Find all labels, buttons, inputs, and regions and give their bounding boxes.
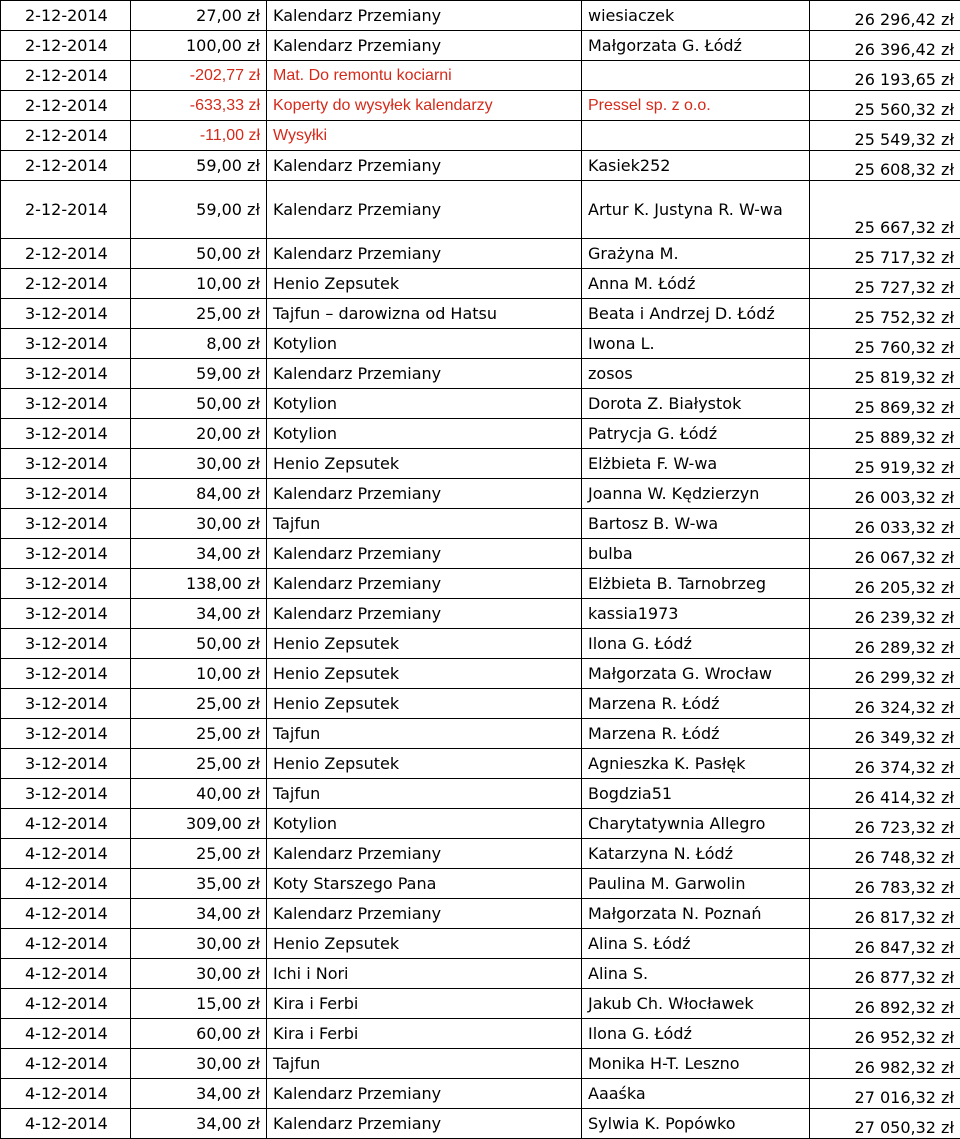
date-cell: 2-12-2014: [1, 31, 131, 61]
balance-cell: 25 752,32 zł: [810, 299, 960, 329]
balance-cell: 26 193,65 zł: [810, 61, 960, 91]
table-row: [1, 839, 960, 869]
donor-cell: [582, 121, 810, 151]
amount-cell: 30,00 zł: [131, 509, 267, 539]
balance-cell: 26 374,32 zł: [810, 749, 960, 779]
date-cell: 3-12-2014: [1, 749, 131, 779]
donor-cell: Kasiek252: [582, 151, 810, 181]
date-cell: 4-12-2014: [1, 929, 131, 959]
amount-cell: -633,33 zł: [131, 91, 267, 121]
balance-cell: 27 050,32 zł: [810, 1109, 960, 1139]
table-row: [1, 479, 960, 509]
date-cell: 3-12-2014: [1, 509, 131, 539]
amount-cell: -11,00 zł: [131, 121, 267, 151]
description-cell: Kotylion: [267, 329, 582, 359]
balance-cell: 26 299,32 zł: [810, 659, 960, 689]
donor-cell: Paulina M. Garwolin: [582, 869, 810, 899]
donor-cell: wiesiaczek: [582, 1, 810, 31]
donor-cell: Beata i Andrzej D. Łódź: [582, 299, 810, 329]
date-cell: 3-12-2014: [1, 419, 131, 449]
description-cell: Kalendarz Przemiany: [267, 359, 582, 389]
table-row: [1, 989, 960, 1019]
donor-cell: Katarzyna N. Łódź: [582, 839, 810, 869]
description-cell: Tajfun: [267, 719, 582, 749]
table-row: [1, 689, 960, 719]
description-cell: Kalendarz Przemiany: [267, 1079, 582, 1109]
date-cell: 3-12-2014: [1, 329, 131, 359]
balance-cell: 26 324,32 zł: [810, 689, 960, 719]
amount-cell: 34,00 zł: [131, 1109, 267, 1139]
donor-cell: Dorota Z. Białystok: [582, 389, 810, 419]
balance-cell: 25 549,32 zł: [810, 121, 960, 151]
balance-cell: 25 869,32 zł: [810, 389, 960, 419]
table-row: [1, 1019, 960, 1049]
donor-cell: Agnieszka K. Pasłęk: [582, 749, 810, 779]
balance-cell: 26 817,32 zł: [810, 899, 960, 929]
description-cell: Henio Zepsutek: [267, 449, 582, 479]
amount-cell: 34,00 zł: [131, 899, 267, 929]
amount-cell: 27,00 zł: [131, 1, 267, 31]
amount-cell: 34,00 zł: [131, 1079, 267, 1109]
amount-cell: 60,00 zł: [131, 1019, 267, 1049]
description-cell: Tajfun: [267, 779, 582, 809]
amount-cell: 25,00 zł: [131, 839, 267, 869]
date-cell: 3-12-2014: [1, 689, 131, 719]
table-row: [1, 1049, 960, 1079]
donor-cell: Joanna W. Kędzierzyn: [582, 479, 810, 509]
date-cell: 2-12-2014: [1, 1, 131, 31]
amount-cell: 34,00 zł: [131, 539, 267, 569]
table-row: [1, 389, 960, 419]
table-row: [1, 31, 960, 61]
amount-cell: 59,00 zł: [131, 359, 267, 389]
description-cell: Wysyłki: [267, 121, 582, 151]
amount-cell: 30,00 zł: [131, 1049, 267, 1079]
donor-cell: [582, 61, 810, 91]
table-row: [1, 1109, 960, 1139]
donor-cell: Małgorzata G. Wrocław: [582, 659, 810, 689]
balance-cell: 26 877,32 zł: [810, 959, 960, 989]
table-row: [1, 869, 960, 899]
donor-cell: zosos: [582, 359, 810, 389]
table-row: [1, 899, 960, 929]
date-cell: 4-12-2014: [1, 989, 131, 1019]
balance-cell: 25 819,32 zł: [810, 359, 960, 389]
balance-cell: 25 608,32 zł: [810, 151, 960, 181]
description-cell: Koperty do wysyłek kalendarzy: [267, 91, 582, 121]
donor-cell: Sylwia K. Popówko: [582, 1109, 810, 1139]
amount-cell: 138,00 zł: [131, 569, 267, 599]
balance-cell: 27 016,32 zł: [810, 1079, 960, 1109]
balance-cell: 26 239,32 zł: [810, 599, 960, 629]
description-cell: Henio Zepsutek: [267, 659, 582, 689]
amount-cell: 10,00 zł: [131, 659, 267, 689]
donor-cell: kassia1973: [582, 599, 810, 629]
donor-cell: Pressel sp. z o.o.: [582, 91, 810, 121]
table-row: [1, 61, 960, 91]
description-cell: Kira i Ferbi: [267, 1019, 582, 1049]
description-cell: Kalendarz Przemiany: [267, 899, 582, 929]
date-cell: 2-12-2014: [1, 121, 131, 151]
donor-cell: Marzena R. Łódź: [582, 689, 810, 719]
description-cell: Henio Zepsutek: [267, 749, 582, 779]
description-cell: Kalendarz Przemiany: [267, 181, 582, 239]
balance-cell: 26 414,32 zł: [810, 779, 960, 809]
amount-cell: 8,00 zł: [131, 329, 267, 359]
amount-cell: -202,77 zł: [131, 61, 267, 91]
balance-cell: 26 748,32 zł: [810, 839, 960, 869]
date-cell: 4-12-2014: [1, 959, 131, 989]
table-row: [1, 629, 960, 659]
donor-cell: bulba: [582, 539, 810, 569]
amount-cell: 20,00 zł: [131, 419, 267, 449]
donor-cell: Iwona L.: [582, 329, 810, 359]
table-row: [1, 779, 960, 809]
table-row: [1, 659, 960, 689]
amount-cell: 10,00 zł: [131, 269, 267, 299]
table-row: [1, 1, 960, 31]
table-row: [1, 749, 960, 779]
description-cell: Henio Zepsutek: [267, 629, 582, 659]
table-row: [1, 599, 960, 629]
balance-cell: 26 982,32 zł: [810, 1049, 960, 1079]
amount-cell: 25,00 zł: [131, 299, 267, 329]
date-cell: 2-12-2014: [1, 269, 131, 299]
table-row: [1, 719, 960, 749]
date-cell: 3-12-2014: [1, 569, 131, 599]
balance-cell: 25 667,32 zł: [810, 181, 960, 239]
donor-cell: Aaaśka: [582, 1079, 810, 1109]
date-cell: 4-12-2014: [1, 809, 131, 839]
date-cell: 4-12-2014: [1, 1079, 131, 1109]
donor-cell: Ilona G. Łódź: [582, 629, 810, 659]
amount-cell: 59,00 zł: [131, 181, 267, 239]
donor-cell: Grażyna M.: [582, 239, 810, 269]
date-cell: 4-12-2014: [1, 899, 131, 929]
ledger-body: [1, 1, 960, 1139]
date-cell: 3-12-2014: [1, 449, 131, 479]
table-row: [1, 1079, 960, 1109]
description-cell: Henio Zepsutek: [267, 689, 582, 719]
date-cell: 2-12-2014: [1, 61, 131, 91]
description-cell: Kira i Ferbi: [267, 989, 582, 1019]
table-row: [1, 299, 960, 329]
description-cell: Kalendarz Przemiany: [267, 239, 582, 269]
donor-cell: Jakub Ch. Włocławek: [582, 989, 810, 1019]
date-cell: 3-12-2014: [1, 779, 131, 809]
date-cell: 4-12-2014: [1, 869, 131, 899]
table-row: [1, 151, 960, 181]
table-row: [1, 539, 960, 569]
balance-cell: 26 723,32 zł: [810, 809, 960, 839]
donor-cell: Patrycja G. Łódź: [582, 419, 810, 449]
amount-cell: 15,00 zł: [131, 989, 267, 1019]
donor-cell: Charytatywnia Allegro: [582, 809, 810, 839]
date-cell: 4-12-2014: [1, 1049, 131, 1079]
description-cell: Kotylion: [267, 809, 582, 839]
balance-cell: 25 919,32 zł: [810, 449, 960, 479]
table-row: [1, 449, 960, 479]
date-cell: 3-12-2014: [1, 599, 131, 629]
amount-cell: 35,00 zł: [131, 869, 267, 899]
table-row: [1, 959, 960, 989]
donor-cell: Artur K. Justyna R. W-wa: [582, 181, 810, 239]
amount-cell: 30,00 zł: [131, 449, 267, 479]
description-cell: Tajfun: [267, 1049, 582, 1079]
amount-cell: 25,00 zł: [131, 689, 267, 719]
amount-cell: 50,00 zł: [131, 389, 267, 419]
description-cell: Kalendarz Przemiany: [267, 839, 582, 869]
table-row: [1, 181, 960, 239]
table-row: [1, 419, 960, 449]
balance-cell: 25 560,32 zł: [810, 91, 960, 121]
date-cell: 2-12-2014: [1, 151, 131, 181]
amount-cell: 30,00 zł: [131, 959, 267, 989]
description-cell: Mat. Do remontu kociarni: [267, 61, 582, 91]
amount-cell: 59,00 zł: [131, 151, 267, 181]
description-cell: Kalendarz Przemiany: [267, 151, 582, 181]
donor-cell: Monika H-T. Leszno: [582, 1049, 810, 1079]
amount-cell: 50,00 zł: [131, 239, 267, 269]
description-cell: Kalendarz Przemiany: [267, 1109, 582, 1139]
balance-cell: 26 205,32 zł: [810, 569, 960, 599]
description-cell: Tajfun: [267, 509, 582, 539]
description-cell: Henio Zepsutek: [267, 929, 582, 959]
balance-cell: 26 892,32 zł: [810, 989, 960, 1019]
date-cell: 2-12-2014: [1, 91, 131, 121]
donor-cell: Elżbieta B. Tarnobrzeg: [582, 569, 810, 599]
balance-cell: 25 889,32 zł: [810, 419, 960, 449]
donor-cell: Ilona G. Łódź: [582, 1019, 810, 1049]
description-cell: Kalendarz Przemiany: [267, 539, 582, 569]
amount-cell: 25,00 zł: [131, 749, 267, 779]
balance-cell: 26 289,32 zł: [810, 629, 960, 659]
description-cell: Ichi i Nori: [267, 959, 582, 989]
date-cell: 3-12-2014: [1, 389, 131, 419]
date-cell: 3-12-2014: [1, 659, 131, 689]
table-row: [1, 509, 960, 539]
date-cell: 3-12-2014: [1, 719, 131, 749]
description-cell: Kotylion: [267, 389, 582, 419]
balance-cell: 25 760,32 zł: [810, 329, 960, 359]
donor-cell: Alina S.: [582, 959, 810, 989]
donor-cell: Małgorzata G. Łódź: [582, 31, 810, 61]
donor-cell: Anna M. Łódź: [582, 269, 810, 299]
donor-cell: Bogdzia51: [582, 779, 810, 809]
balance-cell: 26 296,42 zł: [810, 1, 960, 31]
amount-cell: 34,00 zł: [131, 599, 267, 629]
date-cell: 3-12-2014: [1, 359, 131, 389]
table-row: [1, 269, 960, 299]
description-cell: Kalendarz Przemiany: [267, 479, 582, 509]
date-cell: 4-12-2014: [1, 1109, 131, 1139]
description-cell: Henio Zepsutek: [267, 269, 582, 299]
amount-cell: 25,00 zł: [131, 719, 267, 749]
table-row: [1, 359, 960, 389]
balance-cell: 26 396,42 zł: [810, 31, 960, 61]
balance-cell: 25 717,32 zł: [810, 239, 960, 269]
amount-cell: 30,00 zł: [131, 929, 267, 959]
date-cell: 3-12-2014: [1, 539, 131, 569]
donor-cell: Bartosz B. W-wa: [582, 509, 810, 539]
date-cell: 3-12-2014: [1, 299, 131, 329]
balance-cell: 26 847,32 zł: [810, 929, 960, 959]
description-cell: Koty Starszego Pana: [267, 869, 582, 899]
balance-cell: 26 067,32 zł: [810, 539, 960, 569]
amount-cell: 100,00 zł: [131, 31, 267, 61]
amount-cell: 50,00 zł: [131, 629, 267, 659]
amount-cell: 40,00 zł: [131, 779, 267, 809]
balance-cell: 26 003,32 zł: [810, 479, 960, 509]
table-row: [1, 809, 960, 839]
amount-cell: 309,00 zł: [131, 809, 267, 839]
date-cell: 2-12-2014: [1, 239, 131, 269]
balance-cell: 26 033,32 zł: [810, 509, 960, 539]
description-cell: Kalendarz Przemiany: [267, 1, 582, 31]
description-cell: Tajfun – darowizna od Hatsu: [267, 299, 582, 329]
description-cell: Kalendarz Przemiany: [267, 599, 582, 629]
amount-cell: 84,00 zł: [131, 479, 267, 509]
balance-cell: 26 952,32 zł: [810, 1019, 960, 1049]
donor-cell: Elżbieta F. W-wa: [582, 449, 810, 479]
donor-cell: Marzena R. Łódź: [582, 719, 810, 749]
table-row: [1, 929, 960, 959]
date-cell: 4-12-2014: [1, 1019, 131, 1049]
date-cell: 4-12-2014: [1, 839, 131, 869]
description-cell: Kotylion: [267, 419, 582, 449]
table-row: [1, 569, 960, 599]
table-row: [1, 91, 960, 121]
balance-cell: 26 349,32 zł: [810, 719, 960, 749]
table-row: [1, 329, 960, 359]
date-cell: 3-12-2014: [1, 629, 131, 659]
date-cell: 3-12-2014: [1, 479, 131, 509]
table-row: [1, 121, 960, 151]
balance-cell: 26 783,32 zł: [810, 869, 960, 899]
date-cell: 2-12-2014: [1, 181, 131, 239]
description-cell: Kalendarz Przemiany: [267, 31, 582, 61]
table-row: [1, 239, 960, 269]
balance-cell: 25 727,32 zł: [810, 269, 960, 299]
donor-cell: Małgorzata N. Poznań: [582, 899, 810, 929]
description-cell: Kalendarz Przemiany: [267, 569, 582, 599]
donor-cell: Alina S. Łódź: [582, 929, 810, 959]
